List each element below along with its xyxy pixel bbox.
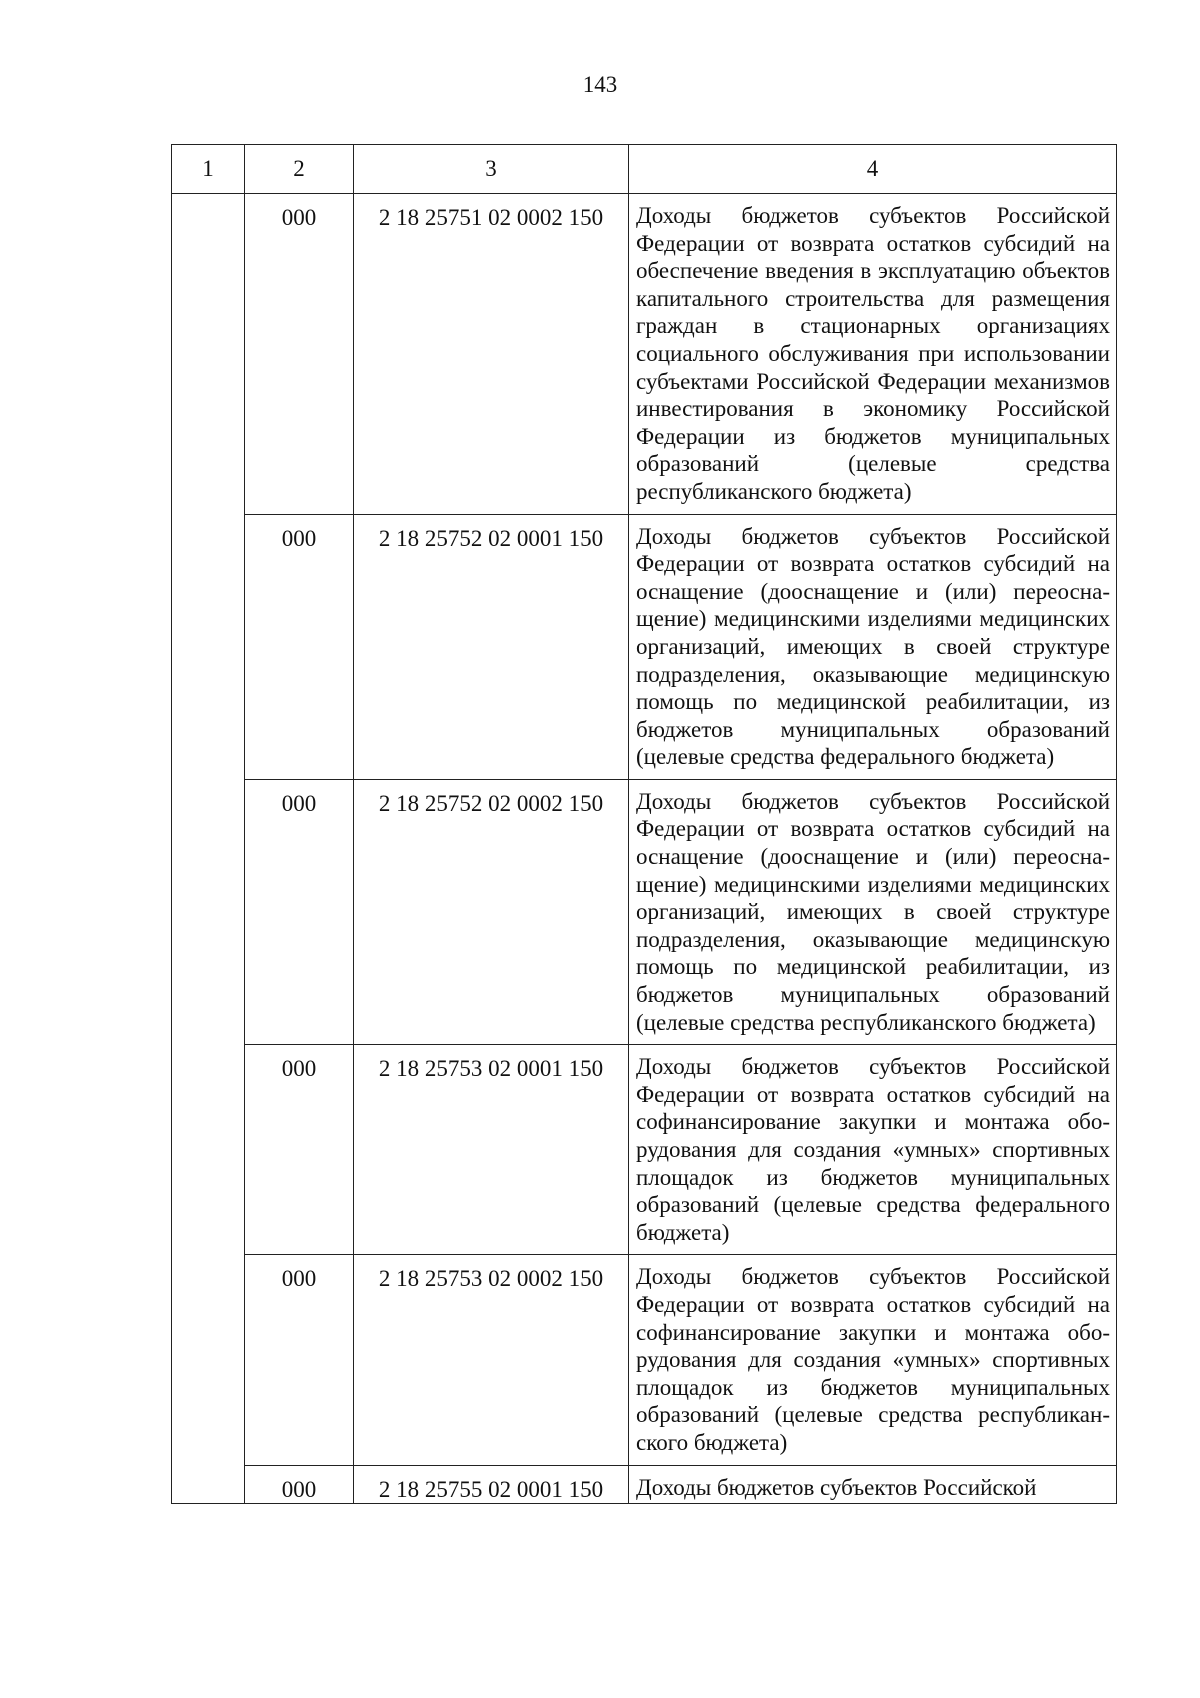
column-header-3: 3 [354,145,629,194]
description-cell: Доходы бюджетов субъектов Российской [629,1465,1117,1504]
admin-code-cell: 000 [245,1255,354,1465]
admin-code-cell: 000 [245,194,354,515]
page-number: 143 [582,72,618,97]
table-row [172,514,1117,779]
kbk-code-cell: 2 18 25753 02 0001 150 [354,1045,629,1255]
description-cell: Доходы бюджетов субъектов Российской Федерации от возврата остатков субсидий на софинансирование закупки и монтажа оборудования для создания «умных» спортивных площадок из бюджетов муниципальных образований (целевые средства республиканского бюджета) [629,1255,1117,1465]
kbk-code-cell: 2 18 25753 02 0002 150 [354,1255,629,1465]
table-row [172,779,1117,1044]
table-row [172,1255,1117,1465]
kbk-code-cell: 2 18 25751 02 0002 150 [354,194,629,515]
description-cell: Доходы бюджетов субъектов Российской Федерации от возврата остатков субсидий на обеспечение введения в эксплуатацию объектов капитального строительства для размещения граждан в стационарных организациях социального обслуживания при использовании субъектами Российской Федерации механизмов инвестирования в экономику Российской Федерации из бюджетов муниципальных образований (целевые средства республиканского бюджета) [629,194,1117,515]
admin-code-cell: 000 [245,779,354,1044]
table-row [172,1465,1117,1504]
description-cell: Доходы бюджетов субъектов Российской Федерации от возврата остатков субсидий на софинансирование закупки и монтажа оборудования для создания «умных» спортивных площадок из бюджетов муниципальных образований (целевые средства федерального бюджета) [629,1045,1117,1255]
budget-classification-table [171,144,1117,1504]
table-row [172,194,1117,515]
kbk-code-cell: 2 18 25752 02 0001 150 [354,514,629,779]
table-row [172,1045,1117,1255]
column-1-empty-cell [172,194,245,1504]
column-header-1: 1 [172,145,245,194]
admin-code-cell: 000 [245,1465,354,1504]
admin-code-cell: 000 [245,1045,354,1255]
column-header-2: 2 [245,145,354,194]
kbk-code-cell: 2 18 25752 02 0002 150 [354,779,629,1044]
table-header-row [172,145,1117,194]
description-cell: Доходы бюджетов субъектов Российской Федерации от возврата остатков субсидий на оснащение (дооснащение и (или) переоснащение) медицинскими изделиями медицинских организаций, имеющих в своей структуре подразделения, оказывающие медицинскую помощь по медицинской реабилитации, из бюджетов муниципальных образований (целевые средства республиканского бюджета) [629,779,1117,1044]
admin-code-cell: 000 [245,514,354,779]
column-header-4: 4 [629,145,1117,194]
kbk-code-cell: 2 18 25755 02 0001 150 [354,1465,629,1504]
description-cell: Доходы бюджетов субъектов Российской Федерации от возврата остатков субсидий на оснащение (дооснащение и (или) переоснащение) медицинскими изделиями медицинских организаций, имеющих в своей структуре подразделения, оказывающие медицинскую помощь по медицинской реабилитации, из бюджетов муниципальных образований (целевые средства федерального бюджета) [629,514,1117,779]
